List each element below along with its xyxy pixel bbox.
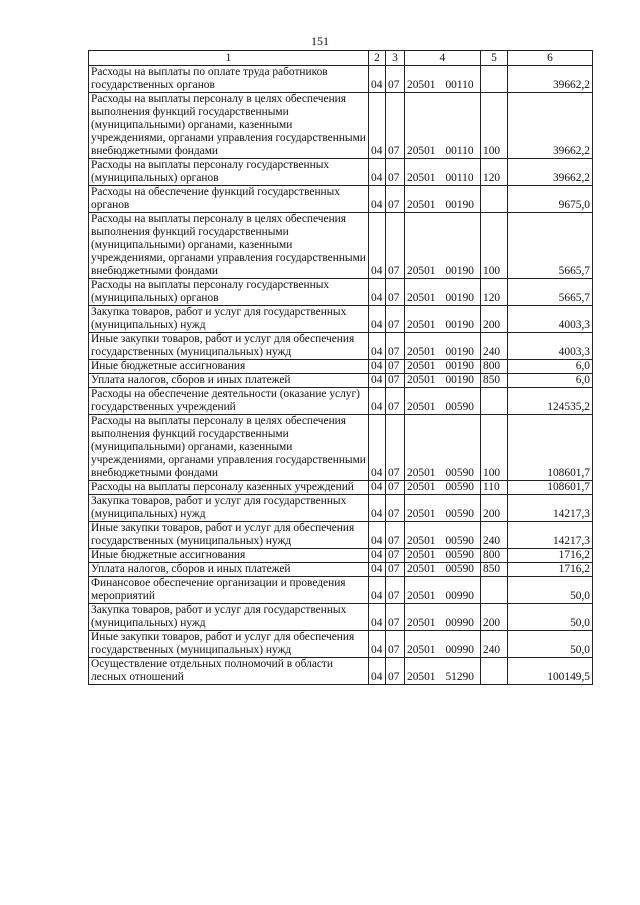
section-code: 04 (369, 415, 386, 481)
subsection-code: 07 (386, 495, 405, 522)
amount: 5665,7 (508, 279, 593, 306)
section-code: 04 (369, 374, 386, 388)
row-description: Иные закупки товаров, работ и услуг для обеспечения государственных (муниципальных) нужд (89, 333, 369, 360)
row-description: Закупка товаров, работ и услуг для государственных (муниципальных) нужд (89, 604, 369, 631)
expense-type-code: 200 (481, 495, 508, 522)
target-article-program: 20501 (407, 172, 436, 184)
amount: 39662,2 (508, 159, 593, 186)
section-code: 04 (369, 186, 386, 213)
target-article-code (405, 388, 481, 415)
target-article-program: 20501 (407, 549, 436, 561)
target-article-direction: 00190 (445, 319, 474, 331)
section-code: 04 (369, 213, 386, 279)
row-description: Закупка товаров, работ и услуг для государственных (муниципальных) нужд (89, 495, 369, 522)
amount: 39662,2 (508, 66, 593, 93)
target-article-code (405, 66, 481, 93)
amount: 5665,7 (508, 213, 593, 279)
section-code: 04 (369, 388, 386, 415)
target-article-code (405, 213, 481, 279)
subsection-code: 07 (386, 388, 405, 415)
row-description: Расходы на выплаты персоналу государственных (муниципальных) органов (89, 279, 369, 306)
target-article-code (405, 306, 481, 333)
target-article-program: 20501 (407, 467, 436, 479)
target-article-program: 20501 (407, 563, 436, 575)
row-description: Расходы на обеспечение деятельности (оказание услуг) государственных учреждений (89, 388, 369, 415)
expense-type-code (481, 577, 508, 604)
row-description: Осуществление отдельных полномочий в области лесных отношений (89, 658, 369, 685)
expense-type-code (481, 66, 508, 93)
subsection-code: 07 (386, 186, 405, 213)
table-row (89, 495, 593, 522)
target-article-code (405, 563, 481, 577)
amount: 50,0 (508, 604, 593, 631)
table-row (89, 374, 593, 388)
target-article-program: 20501 (407, 374, 436, 386)
target-article-program: 20501 (407, 292, 436, 304)
section-code: 04 (369, 604, 386, 631)
subsection-code: 07 (386, 658, 405, 685)
amount: 14217,3 (508, 495, 593, 522)
target-article-code (405, 93, 481, 159)
amount: 1716,2 (508, 563, 593, 577)
row-description: Финансовое обеспечение организации и проведения мероприятий (89, 577, 369, 604)
target-article-direction: 00990 (445, 590, 474, 602)
target-article-direction: 00590 (445, 563, 474, 575)
amount: 50,0 (508, 577, 593, 604)
table-row (89, 658, 593, 685)
row-description: Расходы на выплаты персоналу в целях обеспечения выполнения функций государственными (муниципальными) органами, казенными учреждениями, органами управления государственными внебюджетными фондами (89, 93, 369, 159)
section-code: 04 (369, 306, 386, 333)
expense-type-code: 800 (481, 549, 508, 563)
row-description: Закупка товаров, работ и услуг для государственных (муниципальных) нужд (89, 306, 369, 333)
target-article-direction: 00110 (445, 79, 474, 91)
expense-type-code: 110 (481, 481, 508, 495)
table-row (89, 186, 593, 213)
col-header-5: 5 (481, 51, 508, 66)
target-article-code (405, 481, 481, 495)
target-article-program: 20501 (407, 360, 436, 372)
amount: 1716,2 (508, 549, 593, 563)
target-article-code (405, 159, 481, 186)
target-article-code (405, 495, 481, 522)
subsection-code: 07 (386, 522, 405, 549)
section-code: 04 (369, 495, 386, 522)
target-article-program: 20501 (407, 199, 436, 211)
expense-type-code: 100 (481, 415, 508, 481)
row-description: Иные бюджетные ассигнования (89, 360, 369, 374)
target-article-direction: 00110 (445, 172, 474, 184)
subsection-code: 07 (386, 415, 405, 481)
expense-type-code: 120 (481, 279, 508, 306)
row-description: Расходы на выплаты персоналу государственных (муниципальных) органов (89, 159, 369, 186)
subsection-code: 07 (386, 563, 405, 577)
col-header-6: 6 (508, 51, 593, 66)
section-code: 04 (369, 522, 386, 549)
section-code: 04 (369, 66, 386, 93)
table-row (89, 563, 593, 577)
amount: 14217,3 (508, 522, 593, 549)
subsection-code: 07 (386, 374, 405, 388)
target-article-direction: 00190 (445, 199, 474, 211)
target-article-code (405, 186, 481, 213)
row-description: Расходы на выплаты персоналу в целях обеспечения выполнения функций государственными (муниципальными) органами, казенными учреждениями, органами управления государственными внебюджетными фондами (89, 213, 369, 279)
row-description: Расходы на обеспечение функций государственных органов (89, 186, 369, 213)
target-article-program: 20501 (407, 590, 436, 602)
row-description: Расходы на выплаты по оплате труда работников государственных органов (89, 66, 369, 93)
subsection-code: 07 (386, 577, 405, 604)
amount: 108601,7 (508, 415, 593, 481)
section-code: 04 (369, 279, 386, 306)
target-article-program: 20501 (407, 145, 436, 157)
target-article-program: 20501 (407, 265, 436, 277)
expense-type-code: 240 (481, 631, 508, 658)
row-description: Уплата налогов, сборов и иных платежей (89, 374, 369, 388)
target-article-code (405, 658, 481, 685)
amount: 124535,2 (508, 388, 593, 415)
section-code: 04 (369, 563, 386, 577)
table-row (89, 66, 593, 93)
target-article-code (405, 333, 481, 360)
target-article-direction: 00590 (445, 508, 474, 520)
target-article-direction: 00190 (445, 346, 474, 358)
target-article-direction: 00590 (445, 401, 474, 413)
target-article-code (405, 549, 481, 563)
target-article-direction: 00190 (445, 292, 474, 304)
table-row (89, 388, 593, 415)
table-row (89, 213, 593, 279)
expense-type-code: 850 (481, 563, 508, 577)
table-row (89, 577, 593, 604)
expense-type-code: 240 (481, 333, 508, 360)
row-description: Иные бюджетные ассигнования (89, 549, 369, 563)
target-article-code (405, 604, 481, 631)
expense-type-code: 850 (481, 374, 508, 388)
budget-table (88, 50, 593, 685)
table-row (89, 93, 593, 159)
target-article-direction: 00990 (445, 617, 474, 629)
target-article-program: 20501 (407, 319, 436, 331)
amount: 50,0 (508, 631, 593, 658)
amount: 6,0 (508, 374, 593, 388)
target-article-program: 20501 (407, 535, 436, 547)
col-header-1: 1 (89, 51, 369, 66)
expense-type-code: 100 (481, 213, 508, 279)
amount: 100149,5 (508, 658, 593, 685)
table-row (89, 604, 593, 631)
expense-type-code: 200 (481, 306, 508, 333)
target-article-direction: 00590 (445, 549, 474, 561)
expense-type-code: 100 (481, 93, 508, 159)
target-article-code (405, 415, 481, 481)
target-article-direction: 00190 (445, 374, 474, 386)
section-code: 04 (369, 333, 386, 360)
subsection-code: 07 (386, 93, 405, 159)
target-article-program: 20501 (407, 508, 436, 520)
expense-type-code (481, 658, 508, 685)
target-article-code (405, 360, 481, 374)
subsection-code: 07 (386, 549, 405, 563)
col-header-3: 3 (386, 51, 405, 66)
subsection-code: 07 (386, 159, 405, 186)
target-article-direction: 00590 (445, 467, 474, 479)
section-code: 04 (369, 549, 386, 563)
table-row (89, 631, 593, 658)
subsection-code: 07 (386, 631, 405, 658)
subsection-code: 07 (386, 306, 405, 333)
subsection-code: 07 (386, 333, 405, 360)
amount: 9675,0 (508, 186, 593, 213)
row-description: Иные закупки товаров, работ и услуг для обеспечения государственных (муниципальных) нужд (89, 631, 369, 658)
amount: 4003,3 (508, 306, 593, 333)
table-row (89, 279, 593, 306)
target-article-program: 20501 (407, 346, 436, 358)
amount: 6,0 (508, 360, 593, 374)
target-article-program: 20501 (407, 671, 436, 683)
target-article-direction: 00110 (445, 145, 474, 157)
target-article-direction: 00590 (445, 535, 474, 547)
row-description: Расходы на выплаты персоналу казенных учреждений (89, 481, 369, 495)
amount: 39662,2 (508, 93, 593, 159)
section-code: 04 (369, 577, 386, 604)
section-code: 04 (369, 159, 386, 186)
table-row (89, 306, 593, 333)
section-code: 04 (369, 360, 386, 374)
row-description: Иные закупки товаров, работ и услуг для обеспечения государственных (муниципальных) нужд (89, 522, 369, 549)
section-code: 04 (369, 631, 386, 658)
subsection-code: 07 (386, 360, 405, 374)
page-number: 151 (311, 34, 329, 48)
target-article-direction: 00990 (445, 644, 474, 656)
expense-type-code (481, 186, 508, 213)
target-article-program: 20501 (407, 481, 436, 493)
expense-type-code: 120 (481, 159, 508, 186)
target-article-direction: 00590 (445, 481, 474, 493)
target-article-code (405, 279, 481, 306)
target-article-direction: 00190 (445, 360, 474, 372)
target-article-program: 20501 (407, 401, 436, 413)
subsection-code: 07 (386, 604, 405, 631)
target-article-program: 20501 (407, 644, 436, 656)
section-code: 04 (369, 93, 386, 159)
table-row (89, 415, 593, 481)
subsection-code: 07 (386, 66, 405, 93)
target-article-code (405, 522, 481, 549)
row-description: Уплата налогов, сборов и иных платежей (89, 563, 369, 577)
target-article-code (405, 631, 481, 658)
subsection-code: 07 (386, 213, 405, 279)
amount: 108601,7 (508, 481, 593, 495)
col-header-4: 4 (405, 51, 481, 66)
target-article-direction: 00190 (445, 265, 474, 277)
amount: 4003,3 (508, 333, 593, 360)
section-code: 04 (369, 481, 386, 495)
table-row (89, 159, 593, 186)
target-article-program: 20501 (407, 617, 436, 629)
target-article-direction: 51290 (445, 671, 474, 683)
expense-type-code: 240 (481, 522, 508, 549)
target-article-code (405, 577, 481, 604)
target-article-program: 20501 (407, 79, 436, 91)
subsection-code: 07 (386, 279, 405, 306)
table-header-row (89, 51, 593, 66)
col-header-2: 2 (369, 51, 386, 66)
table-row (89, 549, 593, 563)
row-description: Расходы на выплаты персоналу в целях обеспечения выполнения функций государственными (муниципальными) органами, казенными учреждениями, органами управления государственными внебюджетными фондами (89, 415, 369, 481)
target-article-code (405, 374, 481, 388)
table-row (89, 481, 593, 495)
table-row (89, 360, 593, 374)
expense-type-code (481, 388, 508, 415)
subsection-code: 07 (386, 481, 405, 495)
expense-type-code: 800 (481, 360, 508, 374)
table-row (89, 333, 593, 360)
expense-type-code: 200 (481, 604, 508, 631)
table-row (89, 522, 593, 549)
section-code: 04 (369, 658, 386, 685)
